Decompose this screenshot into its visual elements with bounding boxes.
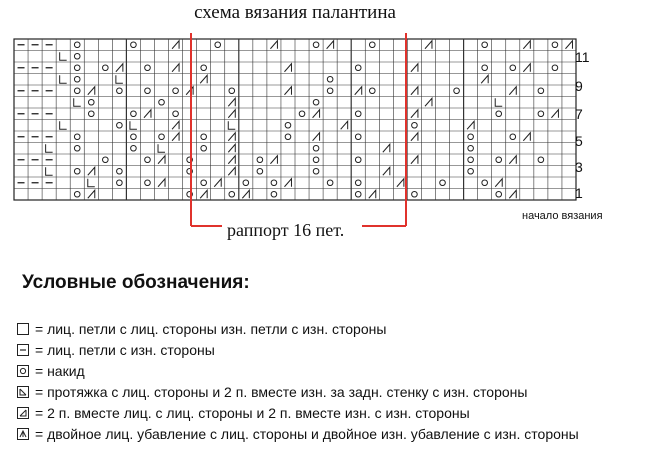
k2tog-symbol [88,167,95,175]
yarn-over-symbol [145,65,151,71]
yarn-over-symbol [131,42,137,48]
yarn-over-symbol [468,134,474,140]
k2tog-symbol [284,64,291,72]
row-number-3: 3 [575,159,583,175]
legend-title: Условные обозначения: [22,272,250,293]
yarn-over-symbol [313,145,319,151]
yarn-over-symbol [117,180,123,186]
legend-text: = лиц. петли с лиц. стороны изн. петли с изн. стороны [35,321,387,337]
yarn-over-symbol [355,111,361,117]
row-number-7: 7 [575,106,583,122]
yarn-over-symbol [229,191,235,197]
yarn-over-symbol [88,99,94,105]
k2tog-symbol [313,110,320,118]
k2tog-symbol [467,121,474,129]
yarn-over-symbol [257,168,263,174]
yarn-over-symbol [496,157,502,163]
k2tog-symbol [88,190,95,198]
k2tog-symbol [327,41,334,49]
k2tog-symbol [383,144,390,152]
ssk-symbol [74,98,81,106]
yarn-over-symbol [271,180,277,186]
legend-item-knit [17,321,386,337]
yarn-over-symbol [159,99,165,105]
yarn-over-symbol [74,191,80,197]
yarn-over-symbol [482,65,488,71]
yarn-over-symbol [355,157,361,163]
yarn-over-symbol [257,157,263,163]
legend-item-purl [17,342,215,358]
k2tog-symbol [355,87,362,95]
row-number-5: 5 [575,133,583,149]
start-label: начало вязания [522,210,603,222]
yarn-over-symbol [510,65,516,71]
row-number-1: 1 [575,185,583,201]
k2tog-symbol [214,179,221,187]
yarn-over-symbol [412,191,418,197]
yarn-over-symbol [313,157,319,163]
dash-square-icon [17,344,29,356]
yarn-over-symbol [552,65,558,71]
k2tog-symbol [158,179,165,187]
empty-square-icon [17,323,29,335]
k2tog-symbol [172,133,179,141]
k2tog-symbol [284,87,291,95]
ssk-symbol [46,167,53,175]
ssk-symbol [116,75,123,83]
k2tog-symbol [523,64,530,72]
k2tog-symbol [228,133,235,141]
yarn-over-symbol [327,88,333,94]
row-number-9: 9 [575,78,583,94]
k2tog-symbol [425,98,432,106]
yarn-over-symbol [131,111,137,117]
k2tog-symbol [509,87,516,95]
k2tog-symbol [509,190,516,198]
k2tog-symbol [228,98,235,106]
yarn-over-symbol [538,88,544,94]
k2tog-symbol [495,179,502,187]
k2tog-symbol [200,190,207,198]
left-slant-square-icon [17,407,29,419]
yarn-over-symbol [412,122,418,128]
legend-item-k2tog [17,405,470,421]
k2tog-symbol [284,179,291,187]
yarn-over-symbol [482,42,488,48]
chart-title: схема вязания палантина [194,2,396,23]
yarn-over-symbol [201,134,207,140]
k2tog-symbol [411,110,418,118]
yarn-over-symbol [74,88,80,94]
k2tog-symbol [88,87,95,95]
yarn-over-symbol [496,111,502,117]
yarn-over-symbol [313,99,319,105]
yarn-over-symbol [117,168,123,174]
k2tog-symbol [411,64,418,72]
yarn-over-symbol [74,53,80,59]
yarn-over-symbol [74,42,80,48]
k2tog-symbol [397,179,404,187]
legend-text: = 2 п. вместе лиц. с лиц. стороны и 2 п. вместе изн. с изн. стороны [35,405,470,421]
k2tog-symbol [411,156,418,164]
yarn-over-symbol [355,191,361,197]
k2tog-symbol [270,156,277,164]
k2tog-symbol [313,133,320,141]
yarn-over-symbol [538,157,544,163]
k2tog-symbol [425,41,432,49]
legend-text: = накид [35,363,85,379]
k2tog-symbol [523,133,530,141]
k2tog-symbol [144,110,151,118]
yarn-over-symbol [552,42,558,48]
ssk-symbol [158,144,165,152]
k2tog-symbol [158,156,165,164]
yarn-over-symbol [103,65,109,71]
k2tog-symbol [383,167,390,175]
yarn-over-symbol [285,122,291,128]
ssk-symbol [495,98,502,106]
yarn-over-symbol [313,168,319,174]
k2tog-symbol [172,64,179,72]
k2tog-symbol [186,87,193,95]
ssk-symbol [130,121,137,129]
yarn-over-symbol [327,180,333,186]
k2tog-symbol [369,190,376,198]
yarn-over-symbol [117,122,123,128]
yarn-over-symbol [496,191,502,197]
legend-text: = двойное лиц. убавление с лиц. стороны и двойное изн. убавление с изн. стороны [35,426,579,442]
yarn-over-symbol [468,168,474,174]
k2tog-symbol [481,75,488,83]
ssk-symbol [60,121,67,129]
yarn-over-symbol [131,134,137,140]
yarn-over-symbol [88,111,94,117]
yarn-over-symbol [313,42,319,48]
yarn-over-symbol [369,42,375,48]
yarn-over-symbol [74,134,80,140]
yarn-over-symbol [243,180,249,186]
k2tog-symbol [242,190,249,198]
legend-text: = протяжка с лиц. стороны и 2 п. вместе изн. за задн. стенку с изн. стороны [35,384,528,400]
yarn-over-symbol [355,180,361,186]
k2tog-symbol [411,133,418,141]
row-number-11: 11 [575,49,590,65]
yarn-over-symbol [145,157,151,163]
yarn-over-symbol [454,88,460,94]
k2tog-symbol [228,167,235,175]
yarn-over-symbol [173,111,179,117]
right-slant-square-icon [17,386,29,398]
double-decrease-square-icon [17,428,29,440]
yarn-over-symbol [327,76,333,82]
k2tog-symbol [200,75,207,83]
yarn-over-symbol [468,157,474,163]
ssk-symbol [88,179,95,187]
yarn-over-symbol [103,157,109,163]
yarn-over-symbol [468,145,474,151]
yarn-over-symbol [159,134,165,140]
yarn-over-symbol [74,168,80,174]
yarn-over-symbol [74,145,80,151]
k2tog-symbol [172,41,179,49]
legend-item-ssk [17,384,527,400]
k2tog-symbol [411,87,418,95]
yarn-over-symbol [201,65,207,71]
k2tog-symbol [551,110,558,118]
k2tog-symbol [565,41,572,49]
k2tog-symbol [270,41,277,49]
yarn-over-symbol [201,180,207,186]
yarn-over-symbol [201,145,207,151]
legend-text: = лиц. петли с изн. стороны [35,342,215,358]
yarn-over-symbol [131,145,137,151]
yarn-over-symbol [74,65,80,71]
legend-item-double-decrease [17,426,579,442]
k2tog-symbol [228,156,235,164]
yarn-over-symbol [510,134,516,140]
yarn-over-symbol [538,111,544,117]
ssk-symbol [60,52,67,60]
k2tog-symbol [172,121,179,129]
yarn-over-symbol [229,88,235,94]
yarn-over-symbol [355,134,361,140]
yarn-over-symbol [482,180,488,186]
repeat-label: раппорт 16 пет. [227,220,345,240]
ssk-symbol [228,121,235,129]
circle-square-icon [17,365,29,377]
legend-item-yarn-over [17,363,85,379]
yarn-over-symbol [440,180,446,186]
yarn-over-symbol [145,180,151,186]
k2tog-symbol [228,144,235,152]
k2tog-symbol [509,156,516,164]
ssk-symbol [60,75,67,83]
yarn-over-symbol [74,76,80,82]
yarn-over-symbol [215,42,221,48]
yarn-over-symbol [271,191,277,197]
k2tog-symbol [341,121,348,129]
yarn-over-symbol [355,65,361,71]
k2tog-symbol [228,110,235,118]
yarn-over-symbol [369,88,375,94]
yarn-over-symbol [117,88,123,94]
yarn-over-symbol [285,134,291,140]
yarn-over-symbol [299,111,305,117]
yarn-over-symbol [173,88,179,94]
k2tog-symbol [116,64,123,72]
ssk-symbol [46,144,53,152]
yarn-over-symbol [145,88,151,94]
k2tog-symbol [523,41,530,49]
